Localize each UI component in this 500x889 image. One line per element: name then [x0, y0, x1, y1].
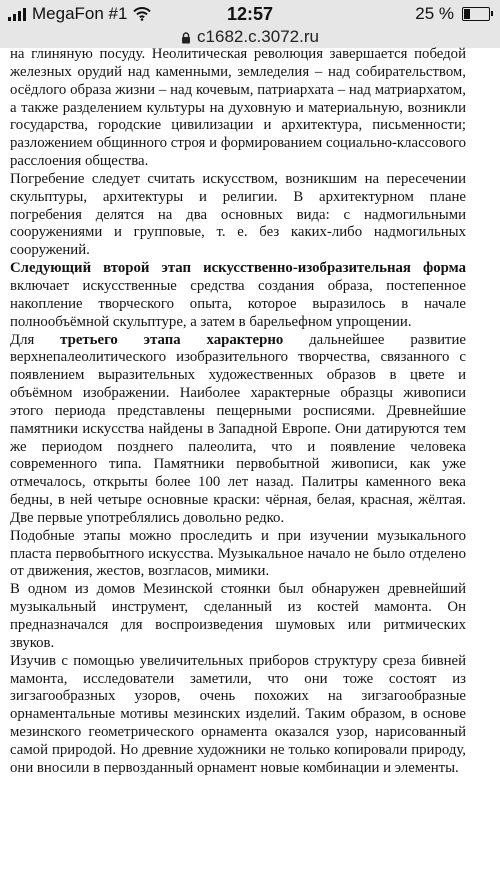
paragraph-burial: Погребение следует считать искусством, возникшим на пересечении скульптуры, архитектуры и религии. В архитектурном плане погребения делятся на два основных вида: с надмогильными сооружениями и групповые, т. е. без каких-либо надмогильных сооружений.: [10, 170, 466, 259]
battery-percent: 25 %: [415, 4, 454, 23]
lock-icon: [181, 32, 191, 44]
third-stage-heading: третьего этапа характерно: [60, 331, 284, 348]
article-content: [10, 46, 466, 889]
battery-icon: [462, 7, 490, 21]
signal-strength-icon: [8, 7, 26, 21]
address-bar[interactable]: [0, 28, 500, 48]
carrier-name: MegaFon #1: [32, 4, 128, 23]
wifi-icon: [133, 7, 151, 21]
third-stage-text: дальнейшее развитие верхнепалеолитического изобразительного творчества, связанного с появлением выразительных художественных образов в цвете и объёмном изображении. Наиболее характерные образцы живописи этого периода представлены пещерными росписями. Древнейшие памятники искусства найдены в Западной Европе. Они датируются тем же периодом позднего палеолита, что и появление человека современного типа. Памятники первобытной живописи, как уже отмечалось, открыты более 100 лет назад. Палитры каменного века бедны, в ней четыре основные краски: чёрная, белая, красная, жёлтая. Две первые употреблялись довольно редко.: [10, 331, 466, 526]
second-stage-text: включает искусственные средства создания образа, постепенное накопление творческого опыта, которое выразилось в начале полнообъёмной скульптуре, а затем в барельефном упрощении.: [10, 277, 466, 330]
clock: 12:57: [226, 4, 274, 24]
status-bar: [0, 0, 500, 28]
status-left: [8, 4, 151, 24]
status-right: [415, 4, 490, 24]
paragraph-neolithic: на глиняную посуду. Неолитическая революция завершается победой железных орудий над каменными, земледелия – над собирательством, осёдлого образа жизни – над кочевым, патриархата – над матриархатом, а также разделением культуры на духовную и материальную, возникли государства, городские цивилизации и архитектура, письменности; разложением общинного строя и формированием социально-классового расслоения общества.: [10, 46, 466, 170]
url-text: c1682.c.3072.ru: [197, 27, 319, 46]
second-stage-heading: Следующий второй этап искусственно-изобразительная форма: [10, 260, 466, 277]
paragraph-second-stage: [10, 260, 466, 331]
paragraph-third-stage: [10, 332, 466, 528]
paragraph-mezin-instrument: В одном из домов Мезинской стоянки был обнаружен древнейший музыкальный инструмент, сделанный из костей мамонта. Он предназначался для воспроизведения шумовых или ритмических звуков.: [10, 581, 466, 651]
third-stage-intro: Для: [10, 331, 61, 348]
paragraph-mammoth-tusk: Изучив с помощью увеличительных приборов структуру среза бивней мамонта, исследователи заметили, что они тоже состоят из зигзагообразных узоров, очень похожих на зигзагообразные орнаментальные мотивы мезинских изделий. Таким образом, в основе мезинского геометрического орнамента оказался узор, нарисованный самой природой. Но древние художники не только копировали природу, они вносили в первозданный орнамент новые комбинации и элементы.: [10, 652, 466, 776]
battery-level-fill: [464, 9, 470, 19]
paragraph-music: Подобные этапы можно проследить и при изучении музыкального пласта первобытного искусства. Музыкальное начало не было отделено от движения, жестов, возгласов, мимики.: [10, 527, 466, 580]
